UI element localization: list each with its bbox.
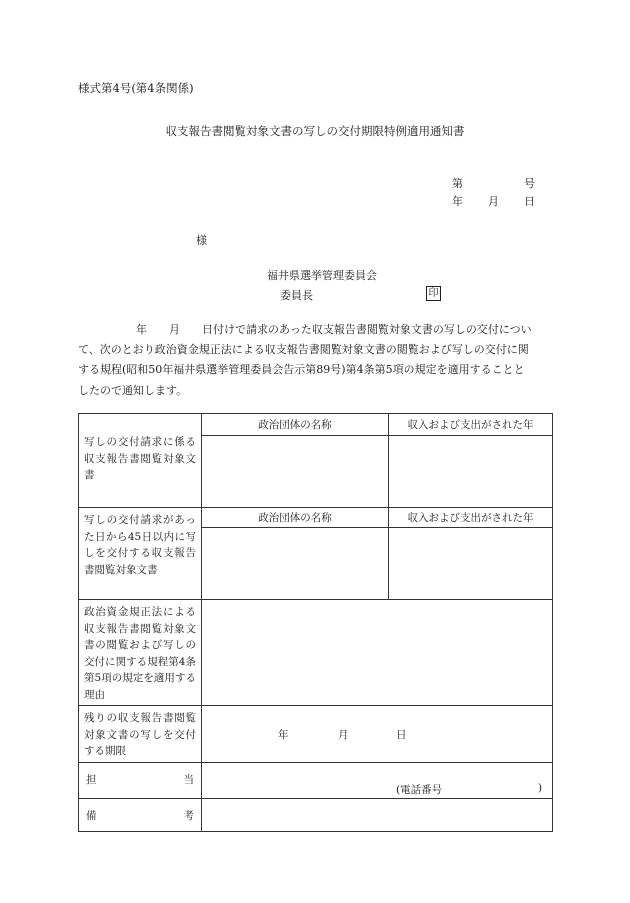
sender-position: 委員長 <box>280 289 313 302</box>
row2-org-name-cell[interactable] <box>202 528 389 600</box>
row5-contact-cell[interactable] <box>202 762 553 798</box>
row2-label: 写しの交付請求があった日から45日以内に写しを交付する収支報告書閲覧対象文書 <box>79 508 202 600</box>
seal-label: 印 <box>426 286 441 301</box>
col-header-org-name-2: 政治団体の名称 <box>202 508 389 528</box>
col-header-year-2: 収入および支出がされた年 <box>389 508 553 528</box>
row5-label-a: 担 <box>86 773 97 786</box>
deadline-month: 月 <box>338 728 349 741</box>
table-row <box>79 600 553 706</box>
row1-year-cell[interactable] <box>389 436 553 508</box>
phone-number-open: (電話番号 <box>396 783 443 796</box>
table-row <box>79 414 553 436</box>
row6-label-b: 考 <box>183 809 194 822</box>
table-row <box>79 508 553 528</box>
row2-year-cell[interactable] <box>389 528 553 600</box>
row3-label: 政治資金規正法による収支報告書閲覧対象文書の閲覧および写しの交付に関する規程第4条第5項の規定を適用する理由 <box>79 600 202 706</box>
table-row <box>79 706 553 763</box>
notice-form-table <box>78 413 553 832</box>
sender-organization: 福井県選挙管理委員会 <box>267 269 377 282</box>
table-row <box>79 762 553 798</box>
body-line-1-text: 日付けで請求のあった収支報告書閲覧対象文書の写しの交付につい <box>202 323 532 336</box>
row1-org-name-cell[interactable] <box>202 436 389 508</box>
body-month: 月 <box>169 323 180 336</box>
deadline-year: 年 <box>278 728 289 741</box>
body-line-4: したので通知します。 <box>78 383 188 397</box>
body-line-3: する規程(昭和50年福井県選挙管理委員会告示第89号)第4条第5項の規定を適用することと <box>78 363 525 377</box>
date-month: 月 <box>488 195 499 208</box>
body-line-2: て、次のとおり政治資金規正法による収支報告書閲覧対象文書の閲覧および写しの交付に関 <box>78 343 529 357</box>
doc-number-go: 号 <box>524 177 535 190</box>
doc-number-dai: 第 <box>452 177 463 190</box>
form-number: 様式第4号(第4条関係) <box>78 81 194 95</box>
body-year: 年 <box>136 323 147 336</box>
date-year: 年 <box>452 195 463 208</box>
row4-deadline-cell[interactable] <box>202 706 553 763</box>
notice-body <box>78 320 554 401</box>
document-title: 収支報告書閲覧対象文書の写しの交付期限特例適用通知書 <box>165 124 465 138</box>
table-row <box>79 798 553 831</box>
body-line-1 <box>78 320 554 340</box>
row3-reason-cell[interactable] <box>202 600 553 706</box>
row6-label-a: 備 <box>86 809 97 822</box>
row6-label <box>79 798 202 831</box>
row5-label-b: 当 <box>183 773 194 786</box>
row1-label: 写しの交付請求に係る収支報告書閲覧対象文書 <box>79 414 202 508</box>
col-header-year: 収入および支出がされた年 <box>389 414 553 436</box>
row6-remarks-cell[interactable] <box>202 798 553 831</box>
deadline-day: 日 <box>396 728 407 741</box>
phone-number-close: ) <box>538 781 543 794</box>
seal-mark <box>426 286 441 301</box>
row5-label <box>79 762 202 798</box>
col-header-org-name: 政治団体の名称 <box>202 414 389 436</box>
addressee-suffix: 様 <box>196 234 207 247</box>
row4-label: 残りの収支報告書閲覧対象文書の写しを交付する期限 <box>79 706 202 763</box>
date-day: 日 <box>524 195 535 208</box>
